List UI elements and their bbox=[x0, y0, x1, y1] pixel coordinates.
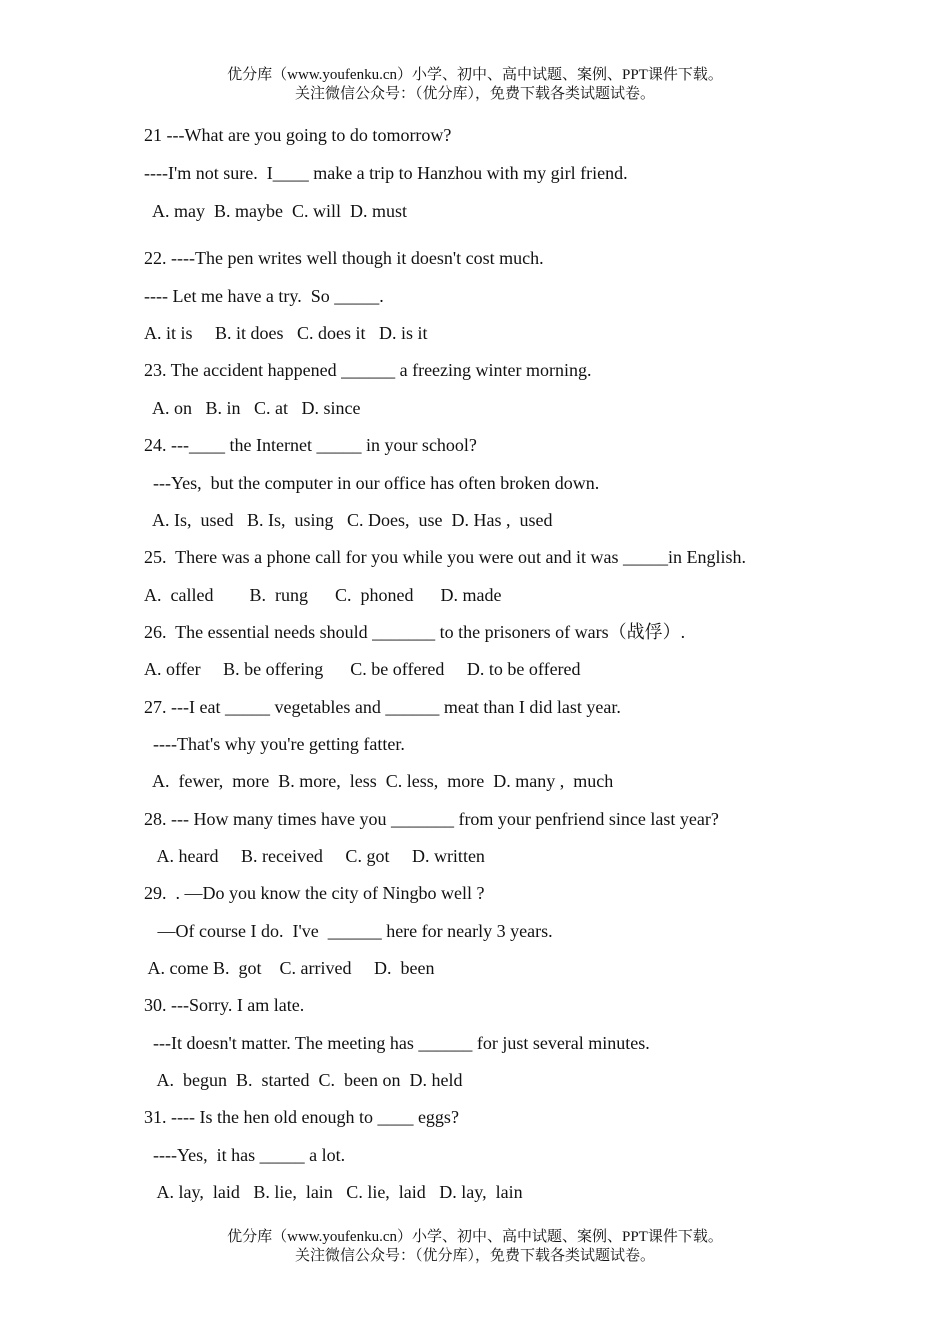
answer-options: A. heard B. received C. got D. written bbox=[144, 846, 485, 866]
answer-options: A. it is B. it does C. does it D. is it bbox=[144, 323, 428, 343]
answer-options: A. lay, laid B. lie, lain C. lie, laid D. lay, lain bbox=[144, 1182, 523, 1202]
question-text: ---It doesn't matter. The meeting has ______ for just several minutes. bbox=[144, 1033, 650, 1053]
answer-options: A. come B. got C. arrived D. been bbox=[144, 958, 435, 978]
header-line-1: 优分库（www.youfenku.cn）小学、初中、高中试题、案例、PPT课件下载。 bbox=[227, 67, 723, 83]
page-header bbox=[0, 66, 950, 104]
question-text: 28. --- How many times have you _______ from your penfriend since last year? bbox=[144, 809, 719, 829]
question-text: 29. . —Do you know the city of Ningbo well ? bbox=[144, 883, 485, 903]
answer-options: A. called B. rung C. phoned D. made bbox=[144, 585, 502, 605]
page-footer bbox=[0, 1228, 950, 1266]
answer-options: A. begun B. started C. been on D. held bbox=[144, 1070, 463, 1090]
footer-line-1: 优分库（www.youfenku.cn）小学、初中、高中试题、案例、PPT课件下载。 bbox=[227, 1229, 723, 1245]
question-text: ----I'm not sure. I____ make a trip to Hanzhou with my girl friend. bbox=[144, 163, 628, 183]
question-text: 31. ---- Is the hen old enough to ____ eggs? bbox=[144, 1107, 459, 1127]
question-text: 30. ---Sorry. I am late. bbox=[144, 995, 305, 1015]
question-text: 25. There was a phone call for you while you were out and it was _____in English. bbox=[144, 547, 747, 567]
question-text: ----That's why you're getting fatter. bbox=[144, 734, 405, 754]
question-text: ---Yes, but the computer in our office has often broken down. bbox=[144, 473, 600, 493]
answer-options: A. Is, used B. Is, using C. Does, use D. Has , used bbox=[144, 510, 553, 530]
question-text: ----Yes, it has _____ a lot. bbox=[144, 1145, 346, 1165]
footer-line-2: 关注微信公众号：（优分库），免费下载各类试题试卷。 bbox=[294, 1248, 655, 1264]
question-text: —Of course I do. I've ______ here for nearly 3 years. bbox=[144, 921, 553, 941]
answer-options: A. offer B. be offering C. be offered D. to be offered bbox=[144, 659, 581, 679]
answer-options: A. on B. in C. at D. since bbox=[144, 398, 361, 418]
answer-options: A. fewer, more B. more, less C. less, more D. many , much bbox=[144, 771, 614, 791]
question-text: 22. ----The pen writes well though it doesn't cost much. bbox=[144, 248, 544, 268]
question-text: 27. ---I eat _____ vegetables and ______ meat than I did last year. bbox=[144, 697, 621, 717]
question-text: 26. The essential needs should _______ to the prisoners of wars（战俘）. bbox=[144, 622, 686, 642]
header-line-2: 关注微信公众号：（优分库），免费下载各类试题试卷。 bbox=[294, 86, 655, 102]
question-text: 21 ---What are you going to do tomorrow? bbox=[144, 125, 452, 145]
question-text: ---- Let me have a try. So _____. bbox=[144, 286, 384, 306]
question-text: 24. ---____ the Internet _____ in your school? bbox=[144, 435, 477, 455]
answer-options: A. may B. maybe C. will D. must bbox=[144, 201, 407, 221]
question-text: 23. The accident happened ______ a freezing winter morning. bbox=[144, 360, 592, 380]
